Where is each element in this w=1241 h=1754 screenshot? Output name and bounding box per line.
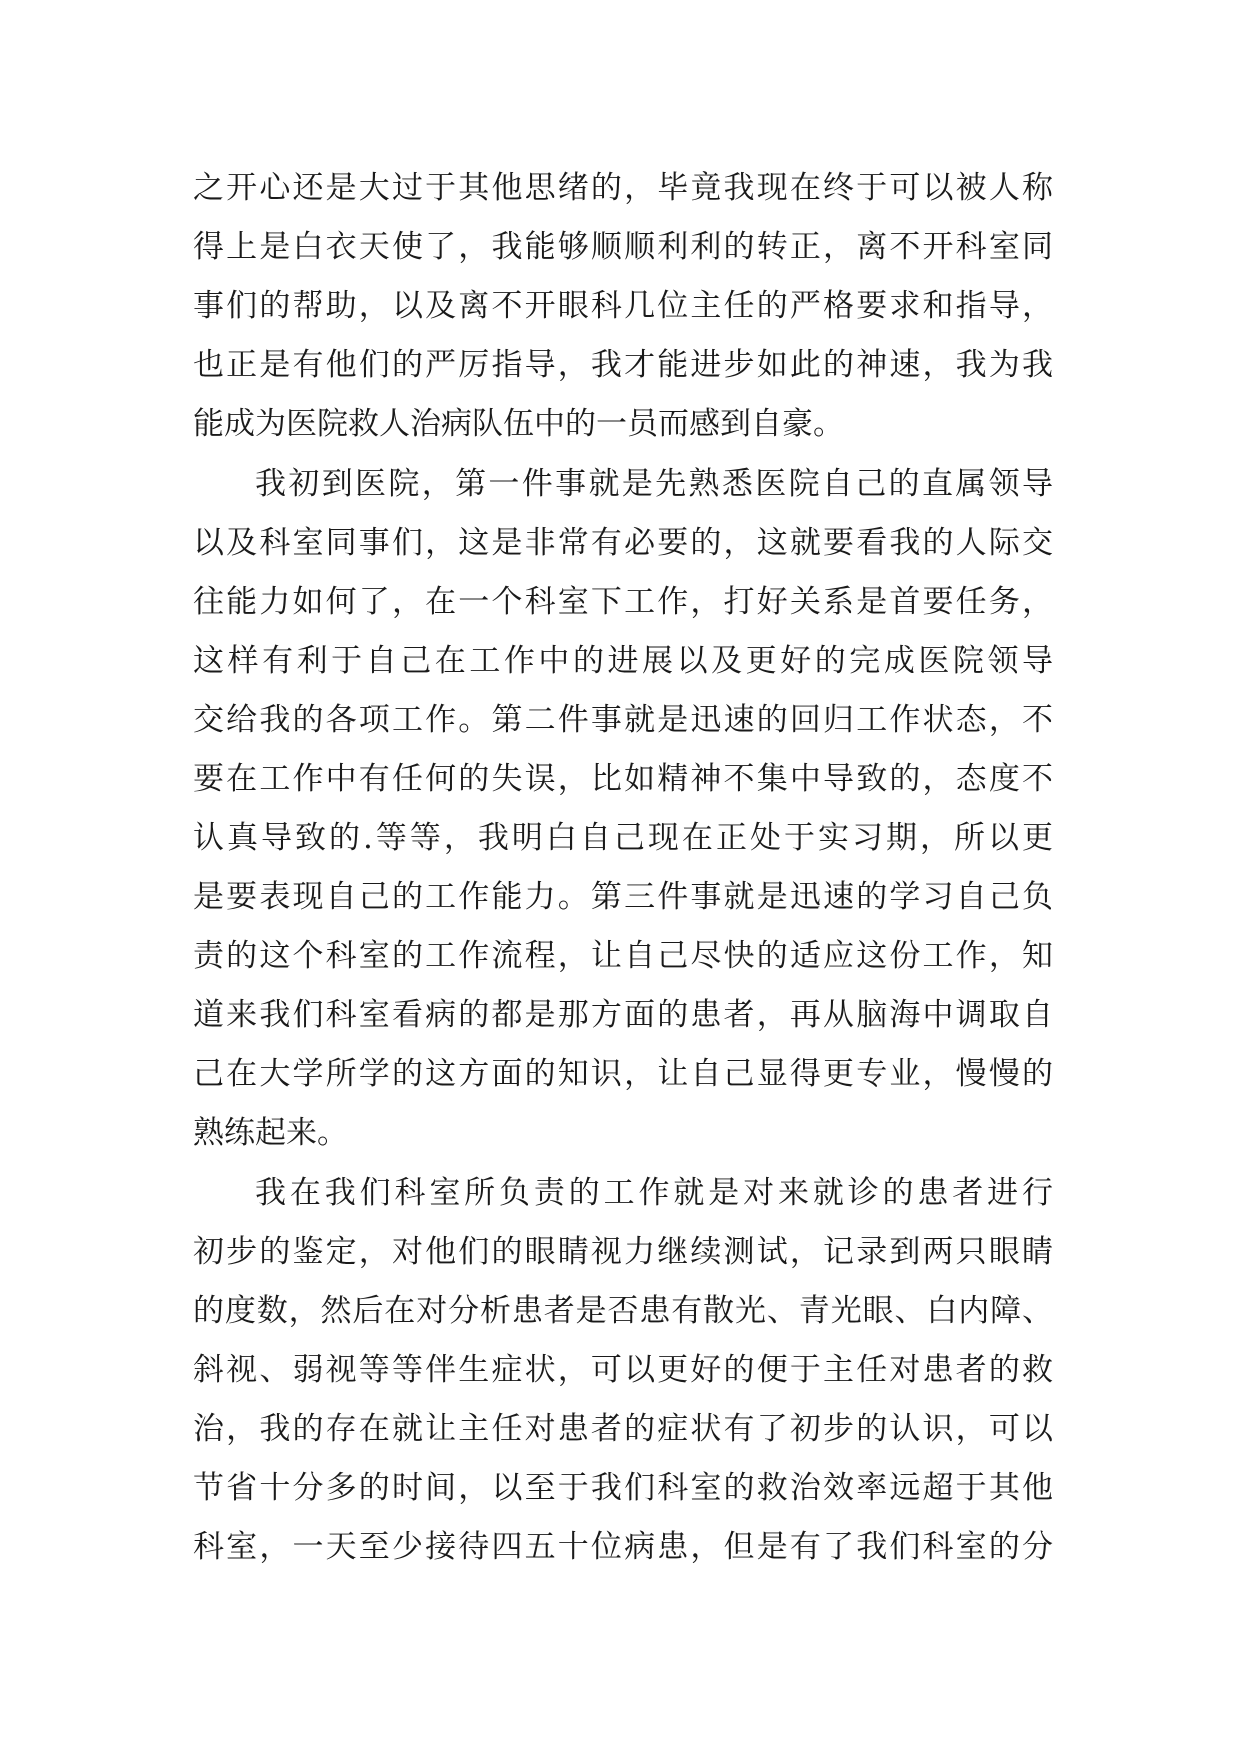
paragraph-3-line-6: 节省十分多的时间，以至于我们科室的救治效率远超于其他: [193, 1470, 1053, 1506]
paragraph-3-line-5: 治，我的存在就让主任对患者的症状有了初步的认识，可以: [193, 1411, 1053, 1447]
paragraph-2-line-1: 我初到医院，第一件事就是先熟悉医院自己的直属领导: [255, 466, 1053, 502]
paragraph-3-line-3: 的度数，然后在对分析患者是否患有散光、青光眼、白内障、: [193, 1293, 1053, 1329]
paragraph-1-line-1: 之开心还是大过于其他思绪的，毕竟我现在终于可以被人称: [193, 170, 1053, 206]
paragraph-2-line-10: 道来我们科室看病的都是那方面的患者，再从脑海中调取自: [193, 997, 1053, 1033]
paragraph-2-line-9: 责的这个科室的工作流程，让自己尽快的适应这份工作，知: [193, 938, 1053, 974]
paragraph-1-line-5: 能成为医院救人治病队伍中的一员而感到自豪。: [193, 406, 844, 442]
paragraph-2-line-4: 这样有利于自己在工作中的进展以及更好的完成医院领导: [193, 643, 1053, 679]
paragraph-2-line-7: 认真导致的.等等，我明白自己现在正处于实习期，所以更: [193, 820, 1053, 856]
paragraph-2-line-3: 往能力如何了，在一个科室下工作，打好关系是首要任务，: [193, 584, 1053, 620]
paragraph-2-line-11: 己在大学所学的这方面的知识，让自己显得更专业，慢慢的: [193, 1056, 1053, 1092]
paragraph-2-line-8: 是要表现自己的工作能力。第三件事就是迅速的学习自己负: [193, 879, 1053, 915]
paragraph-2-line-2: 以及科室同事们，这是非常有必要的，这就要看我的人际交: [193, 525, 1053, 561]
paragraph-1-line-3: 事们的帮助，以及离不开眼科几位主任的严格要求和指导，: [193, 288, 1053, 324]
paragraph-3-line-1: 我在我们科室所负责的工作就是对来就诊的患者进行: [255, 1175, 1053, 1211]
paragraph-1-line-2: 得上是白衣天使了，我能够顺顺利利的转正，离不开科室同: [193, 229, 1053, 265]
paragraph-1-line-4: 也正是有他们的严厉指导，我才能进步如此的神速，我为我: [193, 347, 1053, 383]
paragraph-3-line-7: 科室，一天至少接待四五十位病患，但是有了我们科室的分: [193, 1529, 1053, 1565]
paragraph-2-line-5: 交给我的各项工作。第二件事就是迅速的回归工作状态，不: [193, 702, 1053, 738]
paragraph-3-line-4: 斜视、弱视等等伴生症状，可以更好的便于主任对患者的救: [193, 1352, 1053, 1388]
paragraph-3-line-2: 初步的鉴定，对他们的眼睛视力继续测试，记录到两只眼睛: [193, 1234, 1053, 1270]
paragraph-2-line-6: 要在工作中有任何的失误，比如精神不集中导致的，态度不: [193, 761, 1053, 797]
paragraph-2-line-12: 熟练起来。: [193, 1115, 348, 1151]
